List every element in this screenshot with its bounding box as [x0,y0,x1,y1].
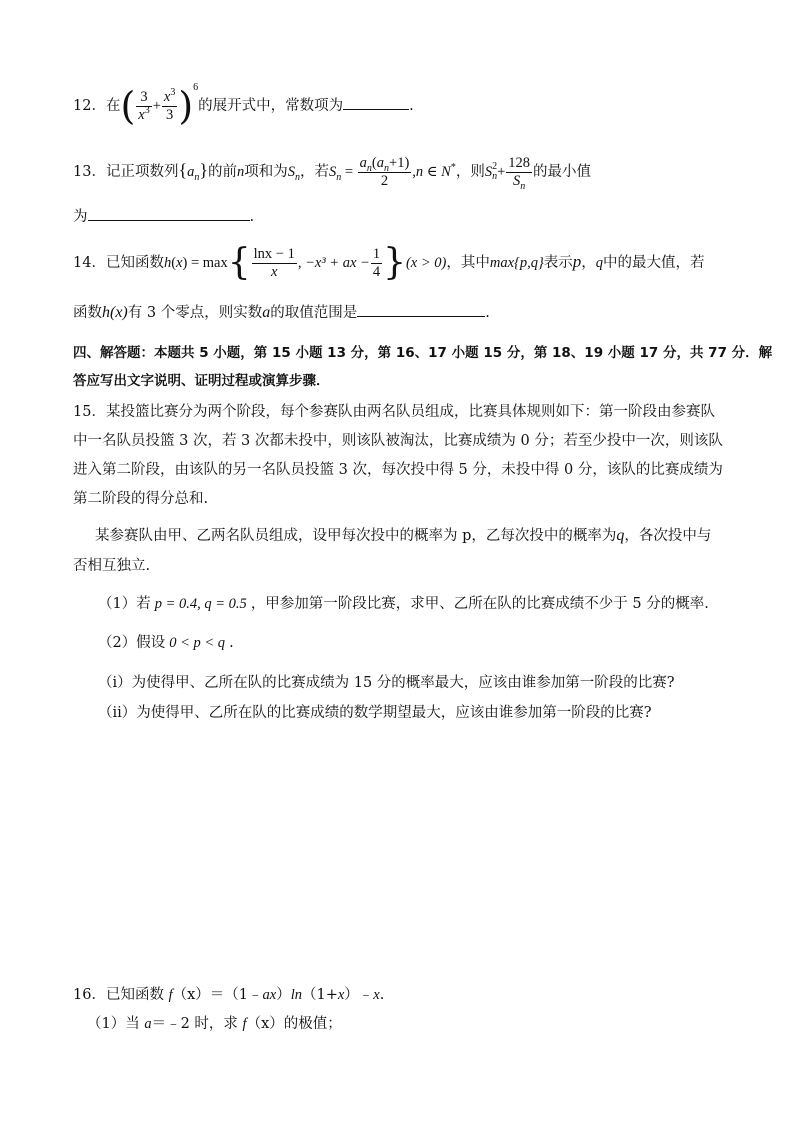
question-15-line-2: 中一名队员投篮 3 次，若 3 次都未投中，则该队被淘汰，比赛成绩为 0 分；若至少投中一次，则该队 [73,433,723,449]
question-16: 16．已知函数 f（x）＝（1﹣ax）ln（1+x）﹣x. [73,987,385,1003]
question-14-line-2: 函数h(x)有 3 个零点，则实数a的取值范围是 . [73,304,490,321]
fraction-an-an1-over-2: $\frac{a_n(a_n+1)}{2}$ [359,154,410,189]
question-16-part-1: （1）当 a＝﹣2 时，求 f（x）的极值； [87,1016,342,1032]
right-paren: ) [178,84,194,128]
fraction-3-over-x3: $\frac{3}{x^3}$ [138,88,150,123]
question-14: 14．已知函数h(x) = max{ $\frac{\ln x - 1}{x}$ , −x³ + ax − $\frac{1}{4}$ }(x > 0)，其中max{p,q}表示p，q中的最大值，若 [73,242,705,283]
fraction-lnx-over-x: $\frac{\ln x - 1}{x}$ [253,245,295,280]
section-4-heading: 四、解答题：本题共 5 小题，第 15 小题 13 分，第 16、17 小题 15 分，第 18、19 小题 17 分，共 77 分．解 [73,345,773,361]
question-number: 13． [73,164,106,180]
question-15-part-1: （1）若 p = 0.4, q = 0.5 ，甲参加第一阶段比赛，求甲、乙所在队的比赛成绩不少于 5 分的概率. [98,596,709,612]
fraction-1-over-4: $\frac{1}{4}$ [372,245,381,280]
answer-blank[interactable] [343,95,409,110]
question-15-part-2-i: （ⅰ）为使得甲、乙所在队的比赛成绩为 15 分的概率最大，应该由谁参加第一阶段的比赛? [98,675,675,691]
left-paren: ( [120,84,136,128]
question-15-line-4: 第二阶段的得分总和. [73,491,209,507]
question-15-line-5: 某参赛队由甲、乙两名队员组成，设甲每次投中的概率为 p，乙每次投中的概率为q，各次投中与 [95,527,712,544]
question-15-part-2-ii: （ⅱ）为使得甲、乙所在队的比赛成绩的数学期望最大，应该由谁参加第一阶段的比赛? [98,705,652,721]
question-15-line-1: 15．某投篮比赛分为两个阶段，每个参赛队由两名队员组成，比赛具体规则如下：第一阶段由参赛队 [73,404,715,420]
question-number: 12． [73,98,106,114]
section-4-heading-line-2: 答应写出文字说明、证明过程或演算步骤． [73,373,330,389]
fraction-128-over-Sn: $\frac{128}{S_n}$ [508,154,531,192]
answer-blank[interactable] [88,206,250,221]
fraction-x3-over-3: $\frac{x^3}{3}$ [163,86,176,123]
question-15-line-6: 否相互独立. [73,558,151,574]
question-13-line-2: 为 . [73,206,254,227]
question-15-line-3: 进入第二阶段，由该队的另一名队员投篮 3 次，每次投中得 5 分，未投中得 0 分，该队的比赛成绩为 [73,462,723,478]
question-number: 14． [73,255,106,271]
question-13: 13．记正项数列$\{a_n\}$的前n项和为$S_n$，若$S_n$ = $\frac{a_n(a_n+1)}{2}$ ,n ∈ N*，则S 2 n + $\frac{128}{S_n}$ 的最小值 [73,154,592,192]
answer-blank[interactable] [357,302,485,317]
question-12: 12．在( $\frac{3}{x^3}$ + $\frac{x^3}{3}$ )$^6$的展开式中，常数项为 . [73,82,414,128]
question-15-part-2: （2）假设 0 < p < q . [98,635,234,651]
